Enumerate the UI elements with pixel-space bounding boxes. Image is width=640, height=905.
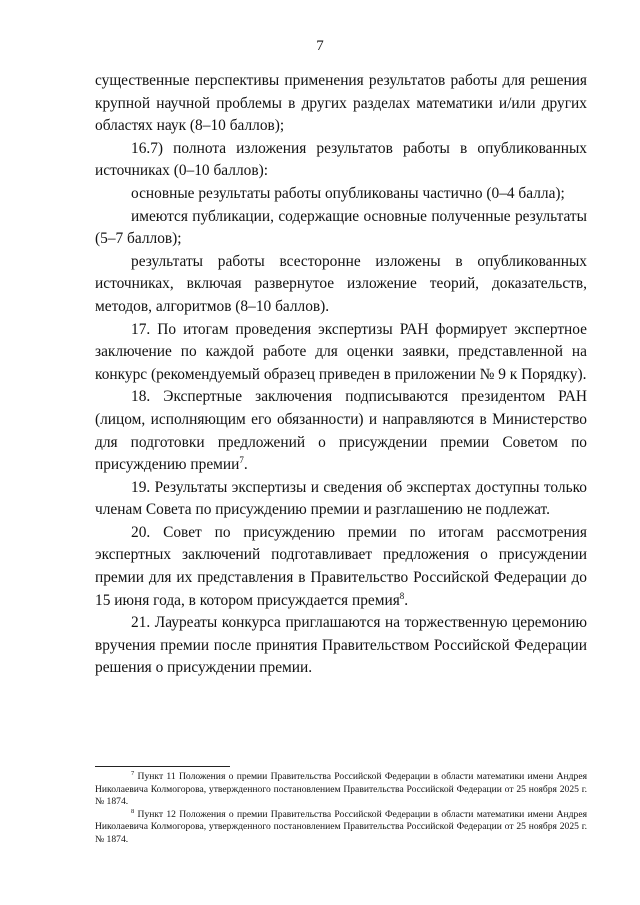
paragraph-item-17 [95,319,587,387]
paragraph-item-21 [95,612,587,680]
footnote-8 [95,809,587,847]
footnote-text: Пункт 12 Положения о премии Правительства Российской Федерации в области математики имени Андрея Николаевича Колмогорова, утвержденного постановлением Правительства Российской Федерации от 25 ноября 2025 г. № 1874. [95,808,587,845]
footnotes [95,771,587,847]
paragraph-criterion-16-7-level-2 [95,206,587,251]
footnote-mark: 7 [131,769,135,777]
footnote-reference[interactable]: 8 [399,590,405,601]
paragraph-item-19 [95,477,587,522]
footnote-mark: 8 [131,807,135,815]
footnote-reference[interactable]: 7 [239,454,244,465]
paragraph-criterion-16-7-level-1 [95,183,587,206]
paragraph-text: имеются публикации, содержащие основные полученные результаты (5–7 баллов); [95,207,587,248]
paragraph-criterion-16-7 [95,138,587,183]
paragraph-text: существенные перспективы применения результатов работы для решения крупной научной проблемы в других разделах математики и/или других областях наук (8–10 баллов); [95,72,587,135]
paragraph-text: 17. По итогам проведения экспертизы РАН формирует экспертное заключение по каждой работе для оценки заявки, представленной на конкурс (рекомендуемый образец приведен в приложении № 9 к Порядку). [95,320,587,383]
paragraph-text: результаты работы всесторонне изложены в опубликованных источниках, включая развернутое изложение теорий, доказательств, методов, алгоритмов (8–10 баллов). [95,252,587,315]
footnote-divider [95,766,230,767]
footnote-text: Пункт 11 Положения о премии Правительства Российской Федерации в области математики имени Андрея Николаевича Колмогорова, утвержденного постановлением Правительства Российской Федерации от 25 ноября 2025 г. № 1874. [95,771,587,808]
paragraph-text: 16.7) полнота изложения результатов работы в опубликованных источниках (0–10 баллов): [95,139,587,180]
paragraph-text: 21. Лауреаты конкурса приглашаются на торжественную церемонию вручения премии после принятия Правительством Российской Федерации решения о присуждении премии. [95,614,587,677]
paragraph-text: 18. Экспертные заключения подписываются президентом РАН (лицом, исполняющим его обязанности) и направляются в Министерство для подготовки предложений о присуждении премии Советом по присуждению премии [95,388,587,474]
paragraph-criterion-16-7-level-3 [95,251,587,319]
paragraph-item-18: 18. Экспертные заключения подписываются президентом РАН (лицом, исполняющим его обязанности) и направляются в Министерство для подготовки предложений о присуждении премии Советом по присуждению премии$^7$. [95,388,587,474]
footnote-7 [95,771,587,809]
paragraph-criterion-16-6-level-3 [95,70,587,138]
paragraph-text: 19. Результаты экспертизы и сведения об экспертах доступны только членам Совета по присуждению премии и разглашению не подлежат. [95,478,587,519]
paragraph-item-20: 20. Совет по присуждению премии по итогам рассмотрения экспертных заключений подготавливает предложения о присуждении премии для их представления в Правительство Российской Федерации до 15 июня года, в котором присуждается премия$^8$. [95,523,587,609]
document-body [95,70,587,680]
paragraph-text: основные результаты работы опубликованы частично (0–4 балла); [131,184,565,202]
paragraph-text: 20. Совет по присуждению премии по итогам рассмотрения экспертных заключений подготавливает предложения о присуждении премии для их представления в Правительство Российской Федерации до 15 июня года, в котором присуждается премия [95,523,587,609]
page-number: 7 [316,38,324,54]
